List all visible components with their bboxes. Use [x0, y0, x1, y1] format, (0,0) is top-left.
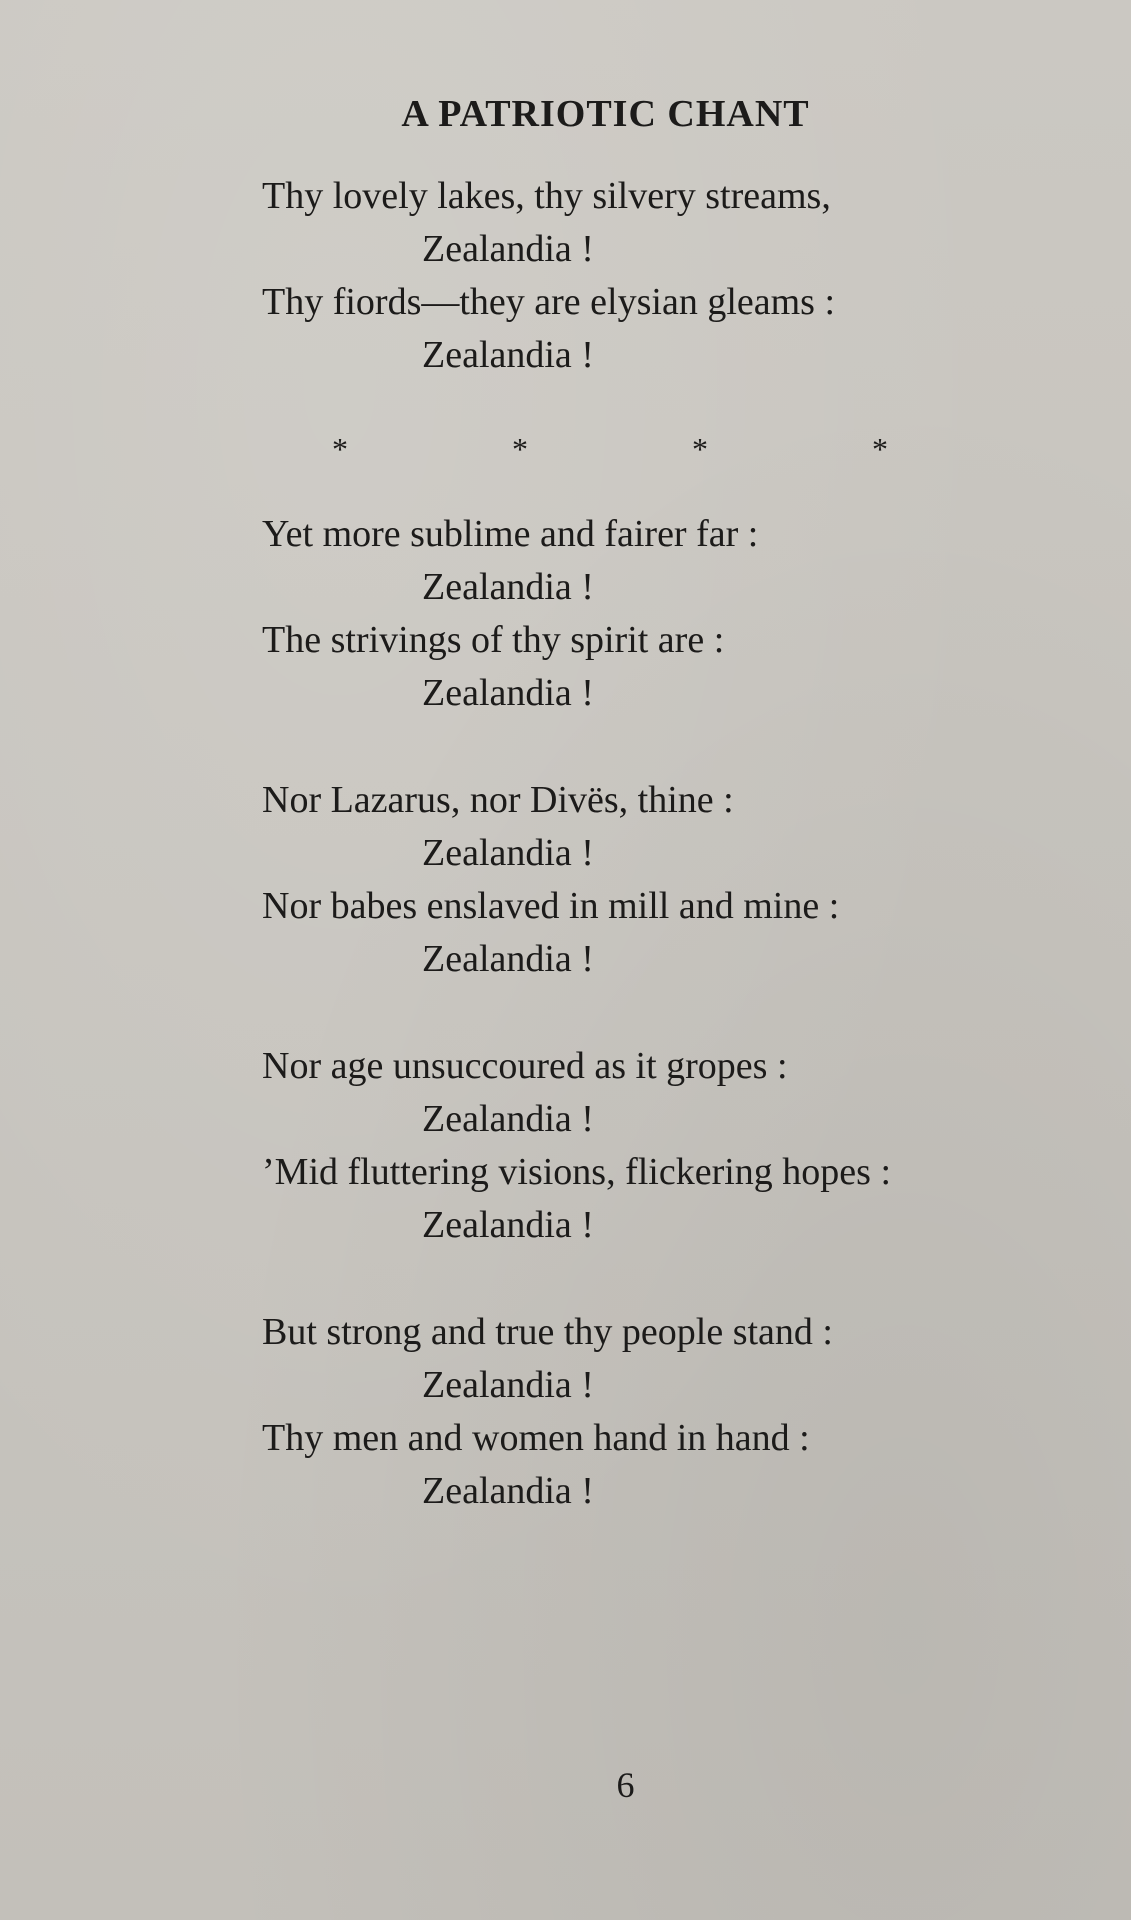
- refrain-line: Zealandia !: [422, 334, 594, 376]
- refrain-line: Zealandia !: [422, 228, 594, 270]
- refrain-line: Zealandia !: [422, 672, 594, 714]
- verse-line: The strivings of thy spirit are :: [262, 619, 725, 661]
- verse-line: Thy men and women hand in hand :: [262, 1417, 810, 1459]
- stanza-4: [262, 1040, 1022, 1252]
- refrain-line: Zealandia !: [422, 1204, 594, 1246]
- refrain-line: Zealandia !: [422, 1470, 594, 1512]
- stanza-3: [262, 774, 1022, 986]
- verse-line: Thy lovely lakes, thy silvery streams,: [262, 175, 831, 217]
- verse-line: Yet more sublime and fairer far :: [262, 513, 759, 555]
- refrain-line: Zealandia !: [422, 1098, 594, 1140]
- stanza-5: [262, 1306, 1022, 1518]
- refrain-line: Zealandia !: [422, 566, 594, 608]
- asterisk: *: [872, 430, 888, 467]
- page-number: 6: [616, 1765, 635, 1805]
- asterisk: *: [332, 430, 348, 467]
- verse-line: ’Mid fluttering visions, flickering hopes :: [262, 1151, 892, 1193]
- verse-line: But strong and true thy people stand :: [262, 1311, 833, 1353]
- verse-line: Nor babes enslaved in mill and mine :: [262, 885, 840, 927]
- verse-line: Nor age unsuccoured as it gropes :: [262, 1045, 788, 1087]
- verse-line: Thy fiords—they are elysian gleams :: [262, 281, 836, 323]
- refrain-line: Zealandia !: [422, 832, 594, 874]
- verse-line: Nor Lazarus, nor Divës, thine :: [262, 779, 734, 821]
- stanza-2: [262, 508, 1022, 720]
- refrain-line: Zealandia !: [422, 1364, 594, 1406]
- refrain-line: Zealandia !: [422, 938, 594, 980]
- asterisk: *: [512, 430, 528, 467]
- section-break-asterisks: [330, 382, 890, 508]
- stanza-1: [262, 170, 1022, 382]
- asterisk: *: [692, 430, 708, 467]
- poem-body: [262, 170, 1022, 1572]
- poem-title: A PATRIOTIC CHANT: [401, 93, 810, 135]
